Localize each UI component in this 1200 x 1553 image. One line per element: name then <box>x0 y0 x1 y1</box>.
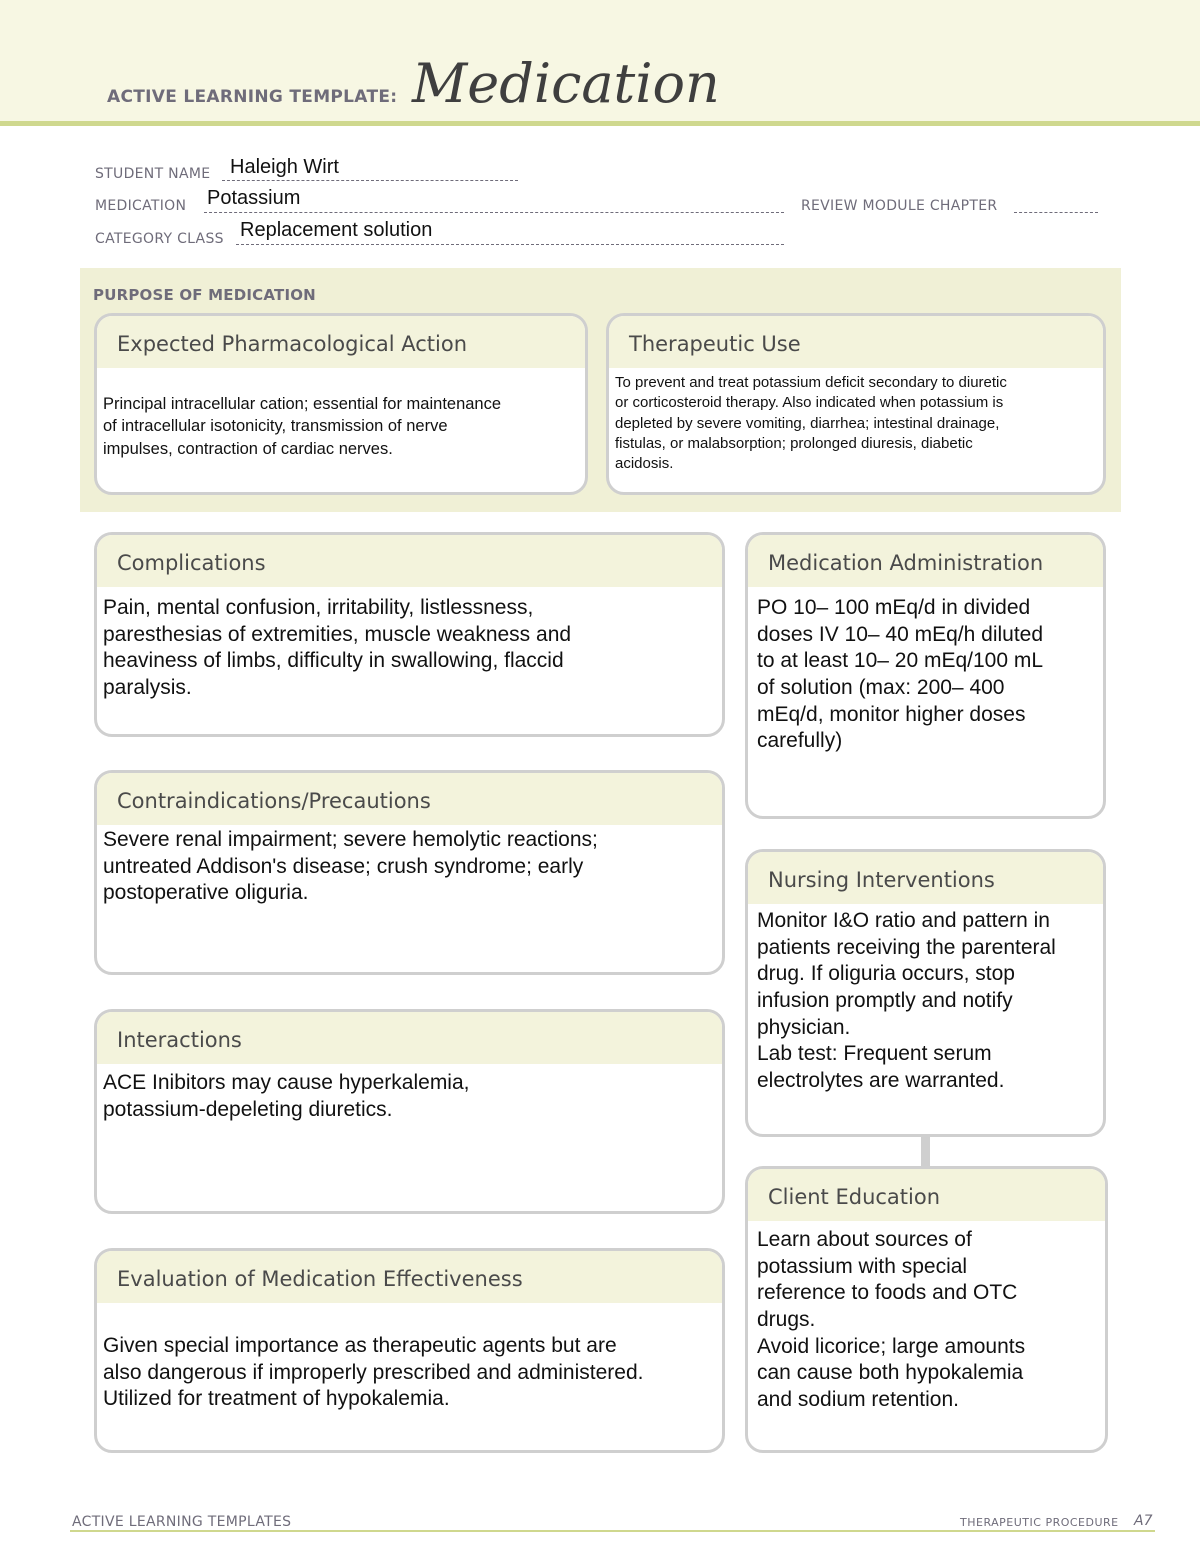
medication-line <box>204 212 784 213</box>
complications-card <box>94 532 725 737</box>
contraindications-card <box>94 770 725 975</box>
complications-text[interactable]: Pain, mental confusion, irritability, listlessness, paresthesias of extremities, muscle weakness and heaviness of limbs, difficulty in swallowing, flaccid paralysis. <box>103 596 572 699</box>
client-education-text[interactable]: Learn about sources of potassium with special reference to foods and OTC drugs. Avoid licorice; large amounts can cause both hypokalemia and sodium retention. <box>757 1228 1026 1411</box>
student-name-line <box>222 180 518 181</box>
medication-field[interactable]: Potassium <box>207 187 301 209</box>
template-prefix: ACTIVE LEARNING TEMPLATE: <box>107 87 398 107</box>
footer-rule <box>70 1530 1155 1532</box>
client-education-card <box>745 1166 1108 1453</box>
review-module-label: REVIEW MODULE CHAPTER <box>801 198 998 214</box>
evaluation-title: Evaluation of Medication Effectiveness <box>97 1251 722 1303</box>
connector-bar <box>921 1134 930 1166</box>
page-number: A7 <box>1134 1513 1153 1529</box>
medication-label: MEDICATION <box>95 198 187 214</box>
administration-text[interactable]: PO 10– 100 mEq/d in divided doses IV 10– 40 mEq/h diluted to at least 10– 20 mEq/100 mL of solution (max: 200– 400 mEq/d, monitor higher doses carefully) <box>757 596 1044 753</box>
expected-action-card <box>94 313 588 495</box>
therapeutic-use-text[interactable]: To prevent and treat potassium deficit secondary to diuretic or corticosteroid therapy. Also indicated when potassium is depleted by severe vomiting, diarrhea; intestinal drainage, fistulas, or malabsorption; prolonged diuresis, diabetic acidosis. <box>615 374 1007 472</box>
page-title: Medication <box>412 52 720 115</box>
nursing-title: Nursing Interventions <box>748 852 1103 904</box>
contraindications-title: Contraindications/Precautions <box>97 773 722 825</box>
interactions-title: Interactions <box>97 1012 722 1064</box>
complications-title: Complications <box>97 535 722 587</box>
interactions-text[interactable]: ACE Inibitors may cause hyperkalemia, potassium-depeleting diuretics. <box>103 1071 470 1121</box>
administration-title: Medication Administration <box>748 535 1103 587</box>
category-class-field[interactable]: Replacement solution <box>240 219 433 241</box>
header-rule <box>0 121 1200 126</box>
expected-action-text[interactable]: Principal intracellular cation; essential for maintenance of intracellular isotonicity, transmission of nerve impulses, contraction of cardiac nerves. <box>103 395 502 458</box>
nursing-card <box>745 849 1106 1137</box>
client-education-title: Client Education <box>748 1169 1105 1221</box>
category-class-line <box>236 244 784 245</box>
review-module-field[interactable] <box>1014 212 1098 213</box>
expected-action-title: Expected Pharmacological Action <box>97 316 585 368</box>
therapeutic-use-card <box>606 313 1106 495</box>
administration-card <box>745 532 1106 819</box>
footer-right: THERAPEUTIC PROCEDURE <box>960 1516 1119 1529</box>
therapeutic-use-title: Therapeutic Use <box>609 316 1103 368</box>
student-name-field[interactable]: Haleigh Wirt <box>230 156 339 178</box>
footer-left: ACTIVE LEARNING TEMPLATES <box>72 1514 292 1530</box>
interactions-card <box>94 1009 725 1214</box>
category-class-label: CATEGORY CLASS <box>95 231 224 247</box>
evaluation-text[interactable]: Given special importance as therapeutic agents but are also dangerous if improperly prescribed and administered. Utilized for treatment of hypokalemia. <box>103 1334 644 1411</box>
contraindications-text[interactable]: Severe renal impairment; severe hemolytic reactions; untreated Addison's disease; crush syndrome; early postoperative oliguria. <box>103 828 598 905</box>
student-name-label: STUDENT NAME <box>95 166 211 182</box>
evaluation-card <box>94 1248 725 1453</box>
purpose-label: PURPOSE OF MEDICATION <box>93 286 316 304</box>
nursing-text[interactable]: Monitor I&O ratio and pattern in patients receiving the parenteral drug. If oliguria occurs, stop infusion promptly and notify physician. Lab test: Frequent serum electrolytes are warranted. <box>757 909 1056 1092</box>
